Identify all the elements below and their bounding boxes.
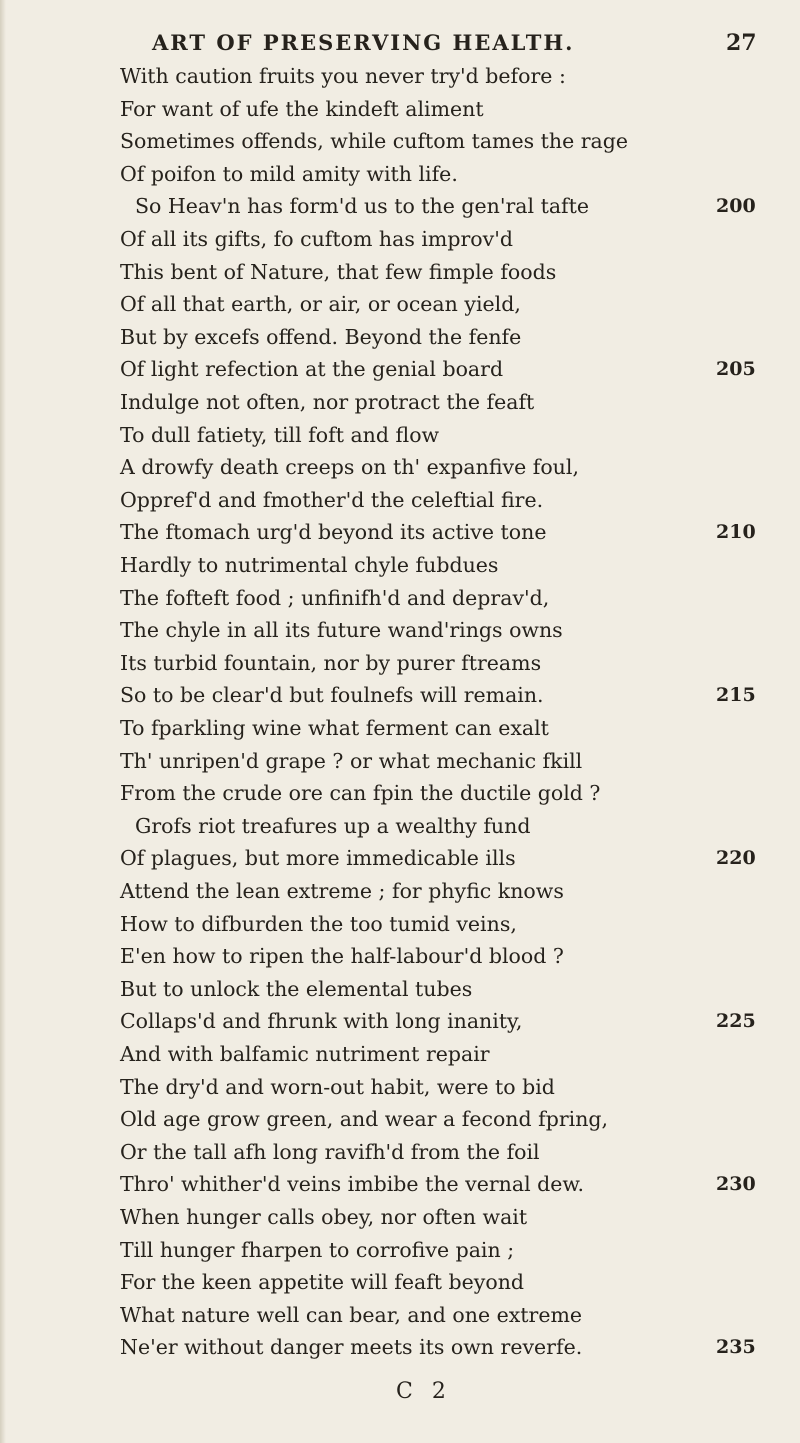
verse-line — [0, 1136, 800, 1168]
verse-line — [0, 484, 800, 516]
verse-line — [0, 777, 800, 809]
verse-line-text: Th' unripen'd grape ? or what mechanic fkill — [120, 748, 583, 773]
verse-line — [0, 60, 800, 92]
verse-line — [0, 679, 800, 711]
verse-line-text: The ftomach urg'd beyond its active tone — [120, 520, 547, 545]
verse-line — [0, 288, 800, 320]
verse-line-text: This bent of Nature, that few fimple foods — [120, 259, 557, 284]
verse-line — [0, 1071, 800, 1103]
verse-line — [0, 1266, 800, 1298]
verse-line-text: What nature well can bear, and one extreme — [120, 1302, 583, 1327]
verse-line-text: Grofs riot treafures up a wealthy fund — [135, 813, 531, 838]
line-number: 235 — [716, 1336, 756, 1359]
verse-line-text: Till hunger fharpen to corrofive pain ; — [120, 1237, 515, 1262]
verse-line-text: Or the tall afh long ravifh'd from the foil — [120, 1139, 540, 1164]
verse-line-text: But to unlock the elemental tubes — [120, 976, 473, 1001]
verse-line — [0, 1168, 800, 1200]
verse-line-text: Ne'er without danger meets its own reverfe. — [120, 1335, 583, 1360]
verse-line-text: Oppref'd and fmother'd the celeftial fire. — [120, 487, 544, 512]
verse-line-text: The chyle in all its future wand'rings owns — [120, 618, 563, 643]
line-number: 220 — [716, 847, 756, 870]
running-title: ART OF PRESERVING HEALTH. — [152, 30, 575, 55]
verse-line-text: Collaps'd and fhrunk with long inanity, — [120, 1009, 523, 1034]
line-number: 205 — [716, 358, 756, 381]
verse-line-text: When hunger calls obey, nor often wait — [120, 1205, 528, 1229]
verse-line — [0, 973, 800, 1005]
verse-line-text: Thro' whither'd veins imbibe the vernal dew. — [120, 1172, 585, 1197]
verse-line-text: So Heav'n has form'd us to the gen'ral tafte — [135, 194, 590, 219]
verse-line — [0, 582, 800, 614]
verse-line — [0, 516, 800, 548]
verse-line-text: Its turbid fountain, nor by purer ftreams — [120, 650, 542, 675]
line-number: 200 — [716, 195, 756, 218]
verse-line — [0, 842, 800, 874]
verse-line — [0, 1234, 800, 1266]
line-number: 210 — [716, 521, 756, 544]
verse-line — [0, 190, 800, 222]
verse-line-text: And with balfamic nutriment repair — [120, 1042, 490, 1066]
verse-line-text: The dry'd and worn-out habit, were to bid — [120, 1074, 555, 1099]
verse-line — [0, 745, 800, 777]
verse-line — [0, 1103, 800, 1135]
verse-line-text: Of plagues, but more immedicable ills — [120, 846, 516, 871]
verse-line — [0, 419, 800, 451]
line-number: 230 — [716, 1173, 756, 1196]
verse-line — [0, 908, 800, 940]
line-number: 225 — [716, 1010, 756, 1033]
verse-line-text: Of all its gifts, fo cuftom has improv'd — [120, 227, 513, 251]
verse-line — [0, 810, 800, 842]
page-number: 27 — [726, 30, 757, 56]
verse-line — [0, 321, 800, 353]
verse-line-text: How to difburden the too tumid veins, — [120, 911, 517, 936]
verse-line-text: The fofteft food ; unfinifh'd and deprav'd, — [120, 585, 550, 610]
verse-line-text: For want of ufe the kindeft aliment — [120, 96, 484, 121]
verse-line-text: E'en how to ripen the half-labour'd blood ? — [120, 944, 564, 969]
verse-line — [0, 223, 800, 255]
signature-mark: C 2 — [396, 1379, 452, 1404]
verse-line — [0, 1331, 800, 1363]
verse-line — [0, 614, 800, 646]
verse-line — [0, 1005, 800, 1037]
verse-line — [0, 93, 800, 125]
verse-line — [0, 125, 800, 157]
verse-line — [0, 1038, 800, 1070]
verse-line — [0, 386, 800, 418]
verse-line — [0, 647, 800, 679]
verse-line — [0, 712, 800, 744]
verse-line — [0, 549, 800, 581]
verse-line — [0, 451, 800, 483]
verse-line-text: Old age grow green, and wear a fecond fpring, — [120, 1107, 609, 1132]
verse-line-text: To dull fatiety, till foft and flow — [120, 422, 440, 447]
verse-line — [0, 1201, 800, 1233]
verse-line-text: For the keen appetite will feaft beyond — [120, 1270, 525, 1295]
verse-line-text: A drowfy death creeps on th' expanfive foul, — [120, 455, 579, 480]
verse-line — [0, 256, 800, 288]
verse-line — [0, 940, 800, 972]
verse-line-text: Hardly to nutrimental chyle fubdues — [120, 553, 499, 577]
verse-line-text: Of all that earth, or air, or ocean yield, — [120, 292, 521, 317]
verse-line-text: Of light refection at the genial board — [120, 357, 504, 382]
verse-line — [0, 158, 800, 190]
verse-line — [0, 353, 800, 385]
verse-line-text: From the crude ore can fpin the ductile gold ? — [120, 781, 601, 806]
verse-line-text: To fparkling wine what ferment can exalt — [120, 716, 549, 740]
verse-line-text: So to be clear'd but foulnefs will remain. — [120, 683, 544, 708]
line-number: 215 — [716, 684, 756, 707]
verse-line — [0, 1299, 800, 1331]
verse-line-text: Attend the lean extreme ; for phyfic knows — [120, 879, 564, 903]
verse-line — [0, 875, 800, 907]
verse-line-text: Indulge not often, nor protract the feaft — [120, 390, 535, 414]
verse-line-text: But by excefs offend. Beyond the fenfe — [120, 324, 522, 349]
verse-line-text: Sometimes offends, while cuftom tames the rage — [120, 129, 629, 154]
verse-line-text: With caution fruits you never try'd before : — [120, 64, 566, 88]
verse-line-text: Of poifon to mild amity with life. — [120, 161, 458, 186]
